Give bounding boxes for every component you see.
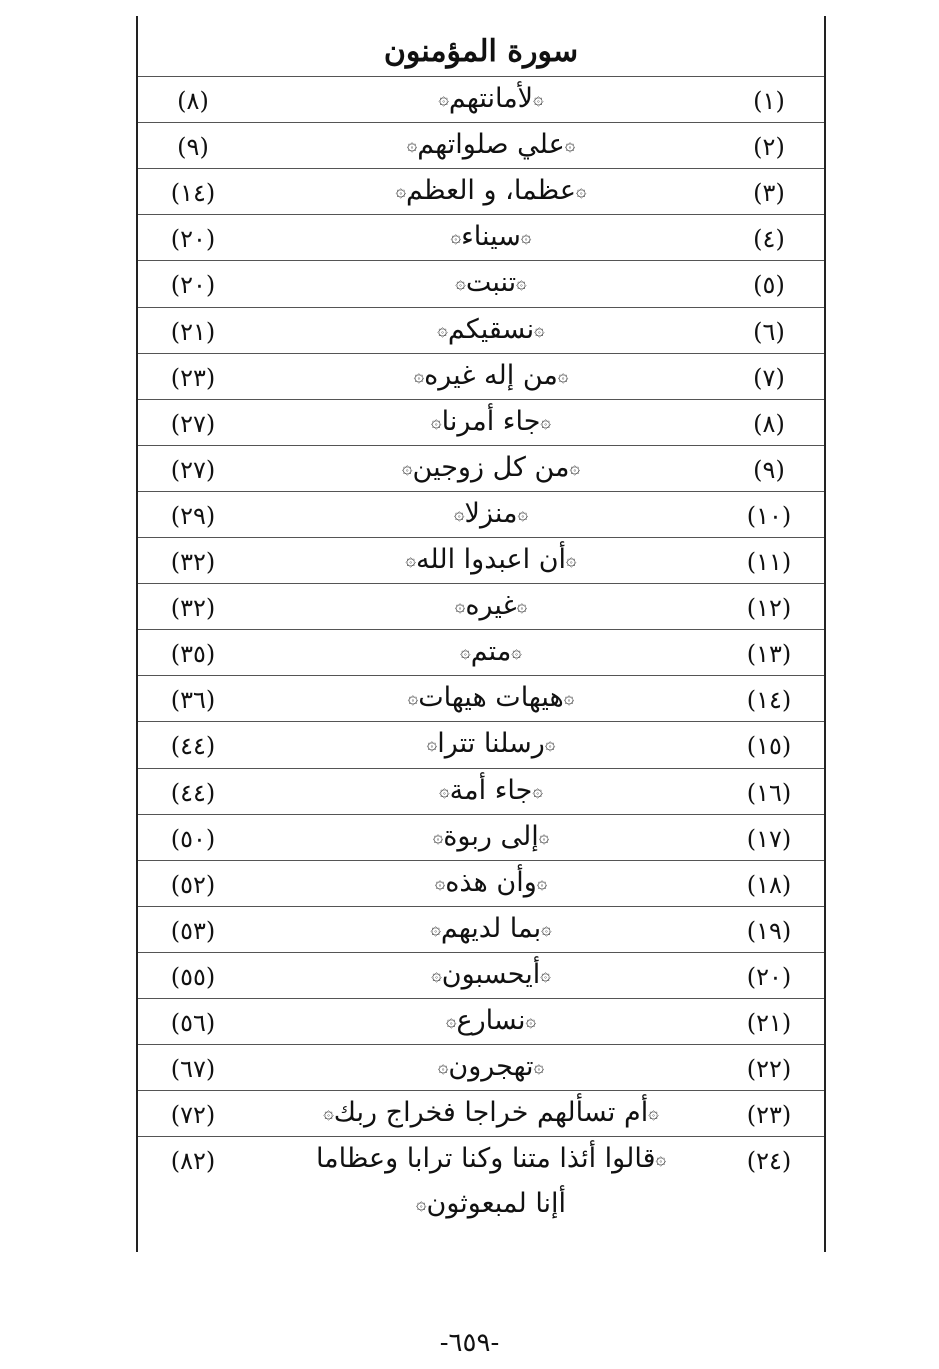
ornament-open-icon: ۞ xyxy=(517,503,528,525)
table-row xyxy=(138,629,824,675)
table-row xyxy=(138,353,824,399)
row-word xyxy=(298,123,684,168)
ornament-close-icon: ۞ xyxy=(437,319,448,340)
ornament-close-icon: ۞ xyxy=(450,226,462,248)
ornament-open-icon: ۞ xyxy=(566,549,577,571)
ornament-open-icon: ۞ xyxy=(655,1148,667,1170)
row-word-text: وأن هذه xyxy=(445,866,537,898)
row-word xyxy=(298,1091,684,1136)
table-row xyxy=(138,952,824,998)
table-row xyxy=(138,860,824,906)
table-row xyxy=(138,768,824,814)
table-row xyxy=(138,675,824,721)
table-row xyxy=(138,721,824,767)
row-index: (٢٠) xyxy=(746,962,792,991)
ornament-close-icon: ۞ xyxy=(407,687,419,709)
row-word xyxy=(298,999,684,1044)
row-verse-number: (٨٢) xyxy=(170,1147,216,1176)
row-word-text: تنبت xyxy=(465,267,517,299)
table-row xyxy=(138,1044,824,1090)
ornament-close-icon: ۞ xyxy=(438,88,449,110)
ornament-close-icon: ۞ xyxy=(395,180,407,202)
row-word-text: أم تسألهم خراجا فخراج ربك xyxy=(333,1097,649,1129)
row-word xyxy=(298,630,684,675)
row-verse-number: (٩) xyxy=(177,133,209,162)
ornament-open-icon: ۞ xyxy=(534,319,545,340)
row-word-text: جاء أمة xyxy=(449,774,533,806)
ornament-open-icon: ۞ xyxy=(544,733,556,755)
row-word xyxy=(298,861,684,906)
row-verse-number: (٢٣) xyxy=(170,363,216,392)
table-row xyxy=(138,307,824,353)
row-verse-number: (٢٠) xyxy=(170,271,216,300)
row-verse-number: (٥٥) xyxy=(170,962,216,991)
row-verse-number: (٢١) xyxy=(170,317,216,346)
row-verse-number: (٦٧) xyxy=(170,1055,216,1084)
table-row xyxy=(138,583,824,629)
table-row xyxy=(138,76,824,122)
row-index: (٨) xyxy=(753,409,785,438)
row-index: (١) xyxy=(753,87,785,115)
row-index: (١٠) xyxy=(746,501,792,530)
table-row xyxy=(138,260,824,306)
row-word-text: أن اعبدوا الله xyxy=(415,544,567,575)
table-row xyxy=(138,122,824,168)
ornament-open-icon: ۞ xyxy=(541,918,552,940)
row-index: (١٩) xyxy=(746,916,792,945)
ornament-open-icon: ۞ xyxy=(525,1010,537,1032)
row-verse-number: (٧٢) xyxy=(170,1101,216,1130)
row-index: (٢٢) xyxy=(746,1055,792,1084)
row-word xyxy=(298,169,684,214)
row-word-text: غيره xyxy=(465,590,517,622)
table-row xyxy=(138,906,824,952)
row-index: (١٨) xyxy=(746,870,792,899)
ornament-open-icon: ۞ xyxy=(557,365,569,387)
ornament-close-icon: ۞ xyxy=(460,641,471,663)
row-verse-number: (٣٥) xyxy=(170,640,216,669)
row-word-text: أيحسبون xyxy=(441,958,541,990)
row-word-text: سيناء xyxy=(461,221,521,253)
row-index: (١١) xyxy=(746,548,792,576)
row-index: (١٣) xyxy=(746,640,792,669)
row-word-text: جاء أمرنا xyxy=(441,405,541,437)
row-word-text: متم xyxy=(470,636,512,668)
ornament-close-icon: ۞ xyxy=(430,918,441,940)
ornament-close-icon: ۞ xyxy=(455,272,466,294)
row-index: (٩) xyxy=(753,455,785,484)
row-word xyxy=(298,815,684,860)
row-word xyxy=(298,538,684,583)
row-verse-number: (٥٠) xyxy=(170,824,216,853)
table-row xyxy=(138,214,824,260)
row-index: (١٤) xyxy=(746,686,792,715)
ornament-open-icon: ۞ xyxy=(575,180,587,202)
row-word-text: رسلنا تترا xyxy=(437,728,545,760)
row-verse-number: (٥٣) xyxy=(170,916,216,945)
ornament-open-icon: ۞ xyxy=(563,687,575,709)
row-index: (٧) xyxy=(753,363,785,392)
table-row xyxy=(138,998,824,1044)
row-word xyxy=(298,354,684,399)
row-index: (١٧) xyxy=(746,824,792,853)
row-verse-number: (١٤) xyxy=(170,179,216,208)
row-index: (٢٤) xyxy=(746,1147,792,1176)
row-index: (٢٣) xyxy=(746,1101,792,1130)
row-word xyxy=(298,907,684,952)
ornament-close-icon: ۞ xyxy=(413,365,425,387)
ornament-open-icon: ۞ xyxy=(520,226,532,248)
ornament-open-icon: ۞ xyxy=(533,1056,545,1078)
page-number: -٦٥٩- xyxy=(439,1328,500,1358)
row-word xyxy=(298,722,684,767)
row-verse-number: (٤٤) xyxy=(170,732,216,761)
row-verse-number: (٥٢) xyxy=(170,870,216,899)
row-word xyxy=(298,584,684,629)
row-index: (١٢) xyxy=(746,594,792,623)
row-index: (١٥) xyxy=(746,732,792,761)
ornament-open-icon: ۞ xyxy=(516,272,527,294)
row-verse-number: (٣٢) xyxy=(170,594,216,623)
row-verse-number: (٢٧) xyxy=(170,409,216,438)
table-row xyxy=(138,814,824,860)
ornament-open-icon: ۞ xyxy=(511,641,522,663)
table-row xyxy=(138,491,824,537)
ornament-open-icon: ۞ xyxy=(569,457,581,479)
row-word xyxy=(298,1045,684,1090)
row-word-text: نسارع xyxy=(456,1005,526,1036)
row-word-text: نسقيكم xyxy=(447,313,535,345)
row-index: (٢١) xyxy=(746,1009,792,1037)
ornament-close-icon: ۞ xyxy=(454,503,465,525)
ornament-close-icon: ۞ xyxy=(401,457,413,479)
row-index: (٦) xyxy=(753,317,785,346)
ornament-open-icon: ۞ xyxy=(648,1102,659,1124)
row-word-text: من كل زوجين xyxy=(412,451,570,483)
row-word xyxy=(298,446,684,491)
row-word xyxy=(298,492,684,537)
row-verse-number: (٥٦) xyxy=(170,1009,216,1037)
row-index: (٣) xyxy=(753,179,785,208)
row-verse-number: (٢٧) xyxy=(170,455,216,484)
table-row xyxy=(138,168,824,214)
row-word-text: هيهات هيهات xyxy=(418,682,564,714)
row-index: (٤) xyxy=(753,225,785,254)
row-word-text: لأمانتهم xyxy=(448,83,534,114)
row-verse-number: (٨) xyxy=(177,87,209,115)
row-word-text: تهجرون xyxy=(448,1051,534,1083)
ornament-close-icon: ۞ xyxy=(432,826,444,848)
ornament-open-icon: ۞ xyxy=(532,780,543,801)
ornament-close-icon: ۞ xyxy=(437,1056,449,1078)
row-word-text: بما لديهم xyxy=(440,912,542,944)
ornament-open-icon: ۞ xyxy=(564,134,576,156)
row-verse-number: (٣٦) xyxy=(170,686,216,715)
row-word-text: منزلا xyxy=(464,497,518,529)
row-word xyxy=(298,77,684,122)
ornament-open-icon: ۞ xyxy=(533,88,544,110)
table-row xyxy=(138,537,824,583)
row-verse-number: (٣٢) xyxy=(170,548,216,576)
ornament-open-icon: ۞ xyxy=(540,964,551,986)
ornament-close-icon: ۞ xyxy=(415,1193,427,1215)
ornament-open-icon: ۞ xyxy=(536,872,548,894)
ornament-open-icon: ۞ xyxy=(538,826,550,848)
row-word-text: عظما، و العظم xyxy=(406,175,576,207)
ornament-open-icon: ۞ xyxy=(516,595,528,617)
row-word xyxy=(298,215,684,260)
ornament-close-icon: ۞ xyxy=(323,1102,334,1124)
ornament-close-icon: ۞ xyxy=(434,872,446,894)
ornament-close-icon: ۞ xyxy=(406,134,418,156)
ornament-close-icon: ۞ xyxy=(431,964,442,986)
row-verse-number: (٢٠) xyxy=(170,225,216,254)
ornament-close-icon: ۞ xyxy=(439,780,450,801)
table-row xyxy=(138,445,824,491)
row-word xyxy=(298,769,684,814)
page-title: سورة المؤمنون xyxy=(383,34,579,69)
ornament-open-icon: ۞ xyxy=(540,411,551,433)
row-word xyxy=(298,261,684,306)
row-word-text: إلى ربوة xyxy=(443,820,539,852)
row-word-text: من إله غيره xyxy=(424,359,558,391)
row-word xyxy=(298,308,684,353)
index-table-frame xyxy=(136,16,826,1252)
ornament-close-icon: ۞ xyxy=(405,549,416,571)
row-verse-number: (٤٤) xyxy=(170,778,216,807)
row-verse-number: (٢٩) xyxy=(170,501,216,530)
row-word xyxy=(298,676,684,721)
table-row xyxy=(138,1090,824,1136)
row-word-text: قالوا أئذا متنا وكنا ترابا وعظاما أإنا لمبعوثون xyxy=(315,1143,656,1219)
row-word-text: علي صلواتهم xyxy=(417,129,565,161)
row-index: (٢) xyxy=(753,133,785,162)
table-row xyxy=(138,399,824,445)
row-word xyxy=(298,953,684,998)
ornament-close-icon: ۞ xyxy=(445,1010,457,1032)
ornament-close-icon: ۞ xyxy=(454,595,466,617)
ornament-close-icon: ۞ xyxy=(426,733,438,755)
table-row xyxy=(138,1136,824,1226)
row-word xyxy=(298,1137,684,1226)
row-word xyxy=(298,400,684,445)
row-index: (١٦) xyxy=(746,778,792,807)
ornament-close-icon: ۞ xyxy=(431,411,442,433)
row-index: (٥) xyxy=(753,271,785,300)
